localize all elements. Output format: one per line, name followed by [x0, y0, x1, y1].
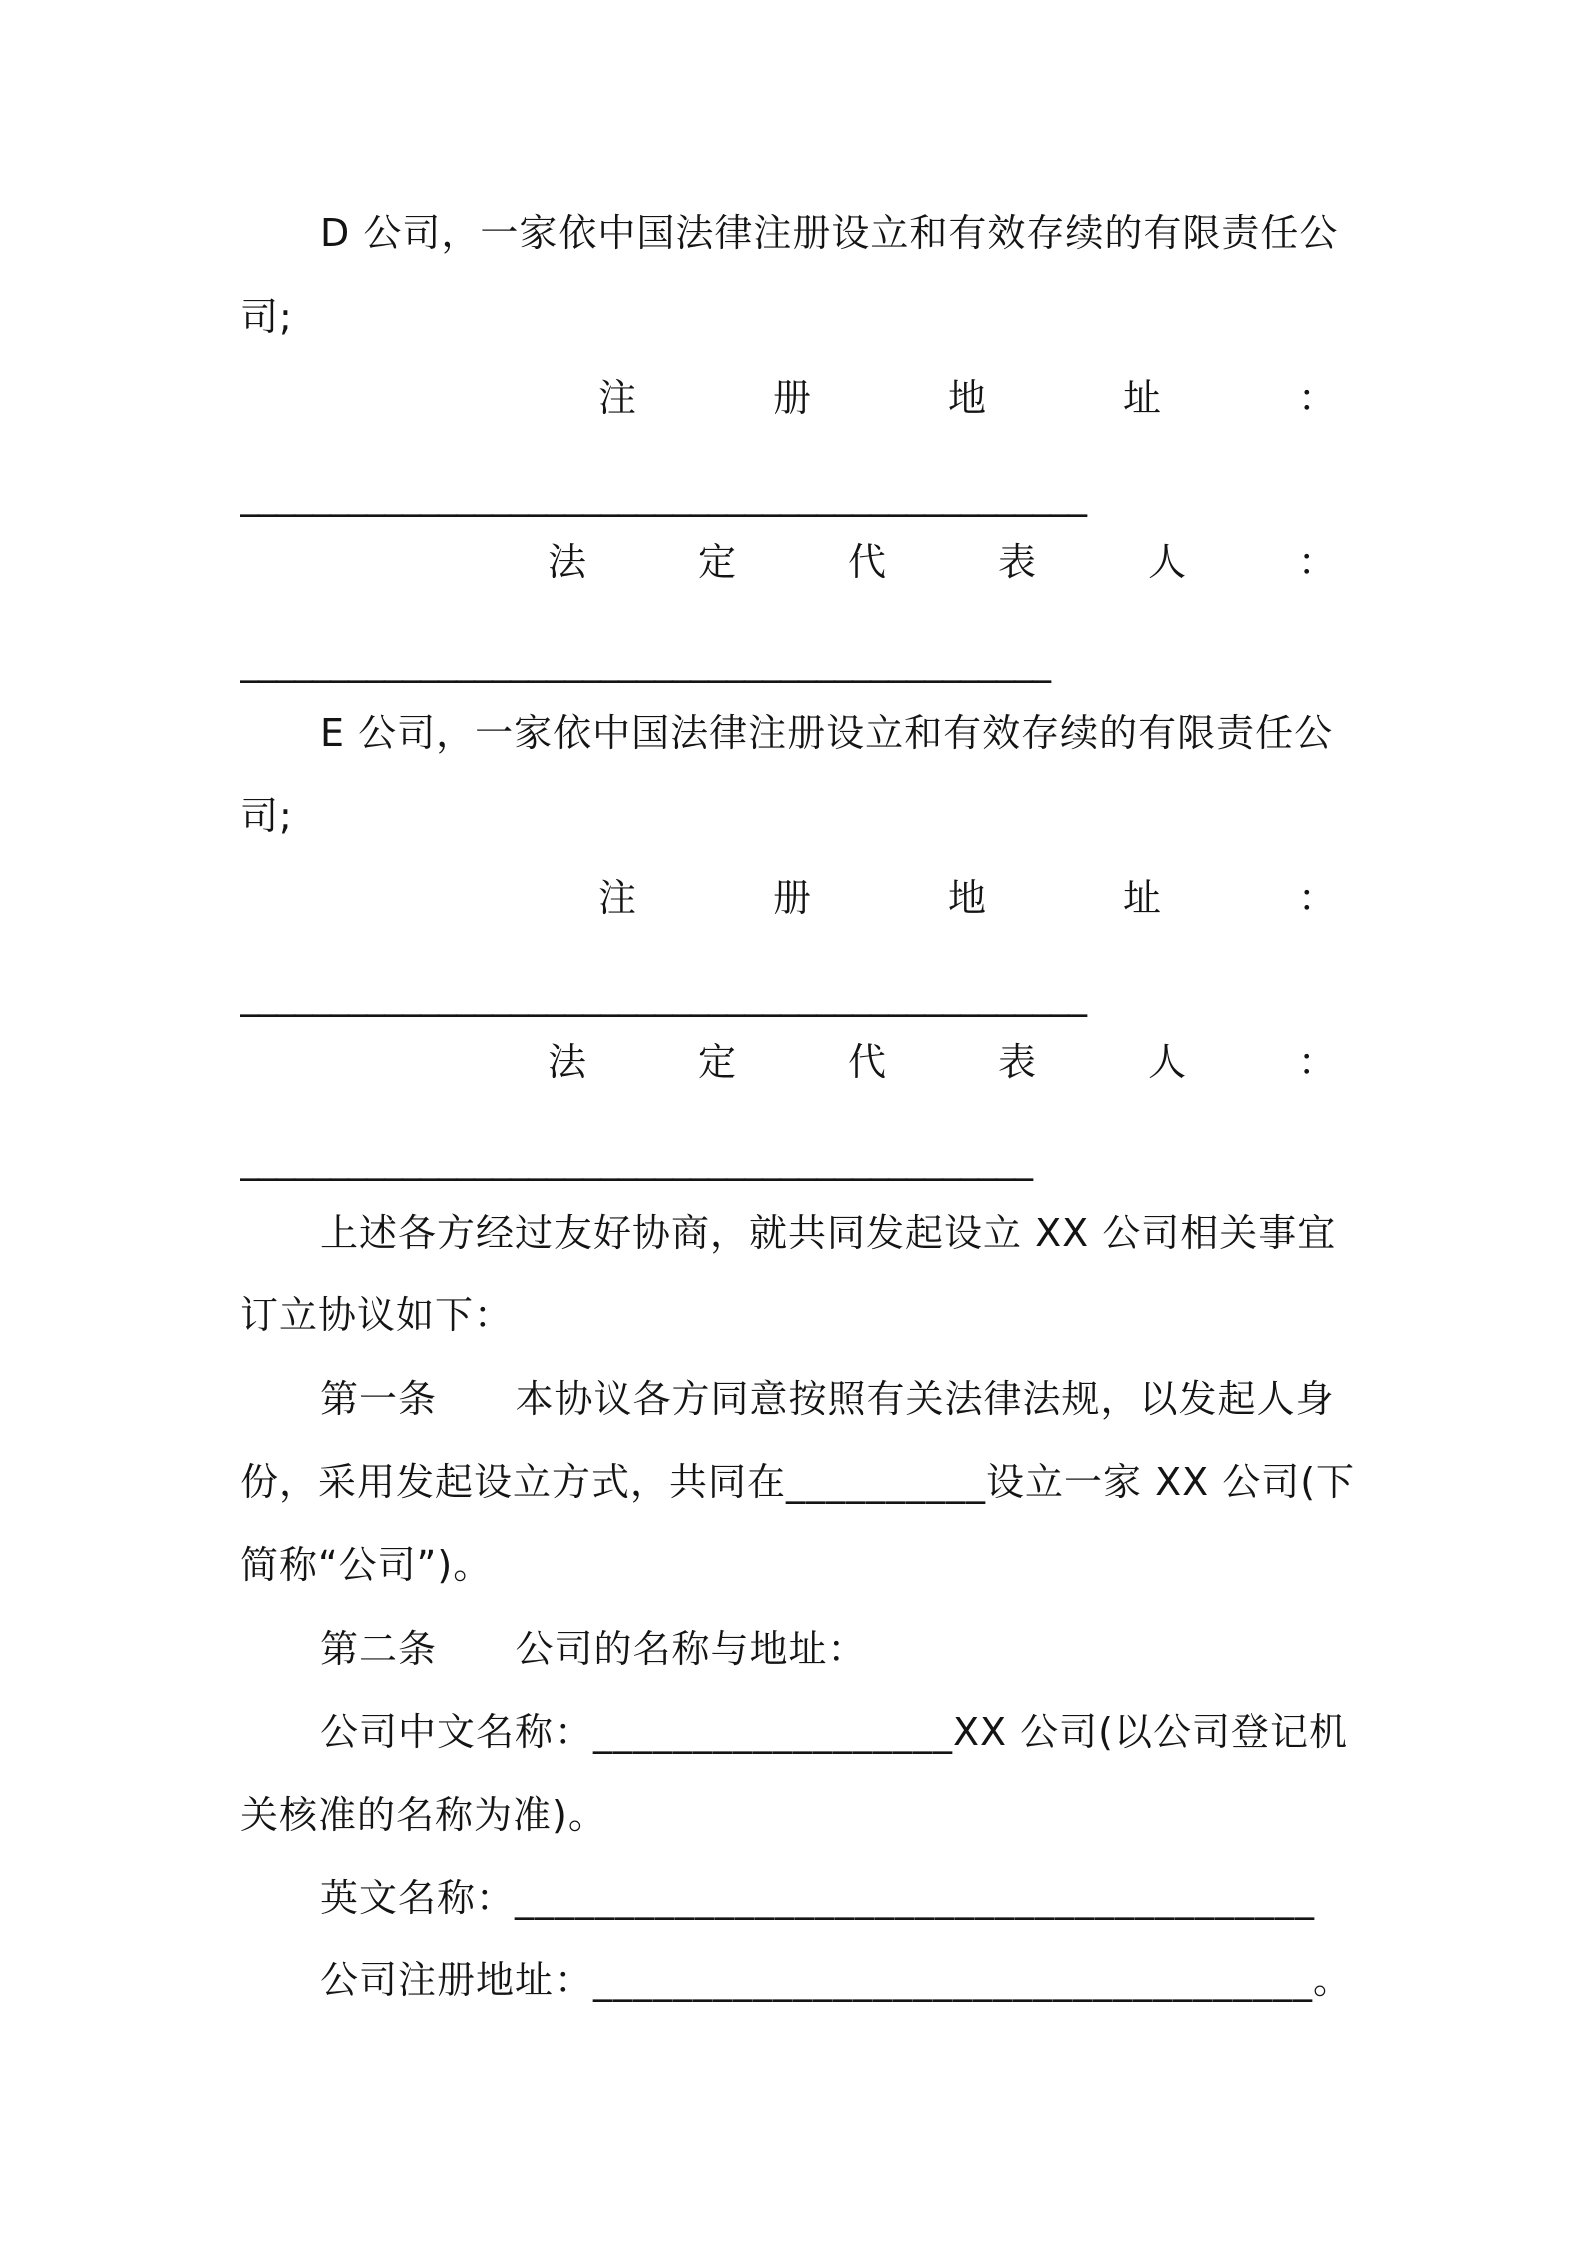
label-char: 地	[947, 376, 986, 420]
label-char: 法	[548, 540, 587, 584]
party-e-address-label	[598, 873, 1336, 923]
party-e-rep-label	[548, 1037, 1336, 1087]
party-d-rep-label	[548, 537, 1336, 587]
article-1-line-2: 份，采用发起设立方式，共同在__________设立一家 XX 公司(下	[240, 1460, 1356, 1504]
label-char: 表	[997, 1040, 1036, 1084]
preamble-line-1: 上述各方经过友好协商，就共同发起设立 XX 公司相关事宜	[320, 1211, 1337, 1255]
article-2-cn-name-line-1: 公司中文名称：__________________XX 公司(以公司登记机	[320, 1710, 1348, 1754]
label-char: 定	[697, 1040, 736, 1084]
label-char: 代	[847, 540, 886, 584]
party-e-address-blank: _______________________________________________	[240, 973, 1086, 1017]
party-d-intro-cont: 司;	[240, 295, 293, 339]
label-char: ：	[1297, 540, 1336, 584]
label-char: 代	[847, 1040, 886, 1084]
preamble-line-2: 订立协议如下：	[240, 1293, 514, 1337]
label-char: 册	[772, 876, 811, 920]
label-char: ：	[1297, 376, 1336, 420]
label-char: 注	[598, 876, 637, 920]
party-e-intro: E 公司，一家依中国法律注册设立和有效存续的有限责任公	[320, 711, 1334, 755]
label-char: 人	[1147, 1040, 1186, 1084]
label-char: 定	[697, 540, 736, 584]
article-2-reg-address: 公司注册地址：____________________________________。	[320, 1958, 1353, 2002]
label-char: 址	[1122, 876, 1161, 920]
party-e-intro-cont: 司;	[240, 794, 293, 838]
party-d-address-label	[598, 373, 1336, 423]
label-char: 表	[997, 540, 1036, 584]
party-d-intro: D 公司，一家依中国法律注册设立和有效存续的有限责任公	[320, 211, 1339, 255]
label-char: 注	[598, 376, 637, 420]
party-e-rep-blank: ____________________________________________	[240, 1137, 1032, 1181]
article-1-line-3: 简称“公司”)。	[240, 1543, 493, 1587]
label-char: ：	[1297, 876, 1336, 920]
article-2-cn-name-line-2: 关核准的名称为准)。	[240, 1793, 607, 1837]
article-2-en-name: 英文名称：________________________________________	[320, 1876, 1316, 1920]
label-char: ：	[1297, 1040, 1336, 1084]
article-1-line-1: 第一条 本协议各方同意按照有关法律法规，以发起人身	[320, 1377, 1335, 1421]
label-char: 册	[772, 376, 811, 420]
article-2-heading: 第二条 公司的名称与地址：	[320, 1627, 867, 1671]
label-char: 地	[947, 876, 986, 920]
party-d-rep-blank: _____________________________________________	[240, 639, 1050, 683]
label-char: 法	[548, 1040, 587, 1084]
label-char: 址	[1122, 376, 1161, 420]
party-d-address-blank: _______________________________________________	[240, 473, 1086, 517]
label-char: 人	[1147, 540, 1186, 584]
